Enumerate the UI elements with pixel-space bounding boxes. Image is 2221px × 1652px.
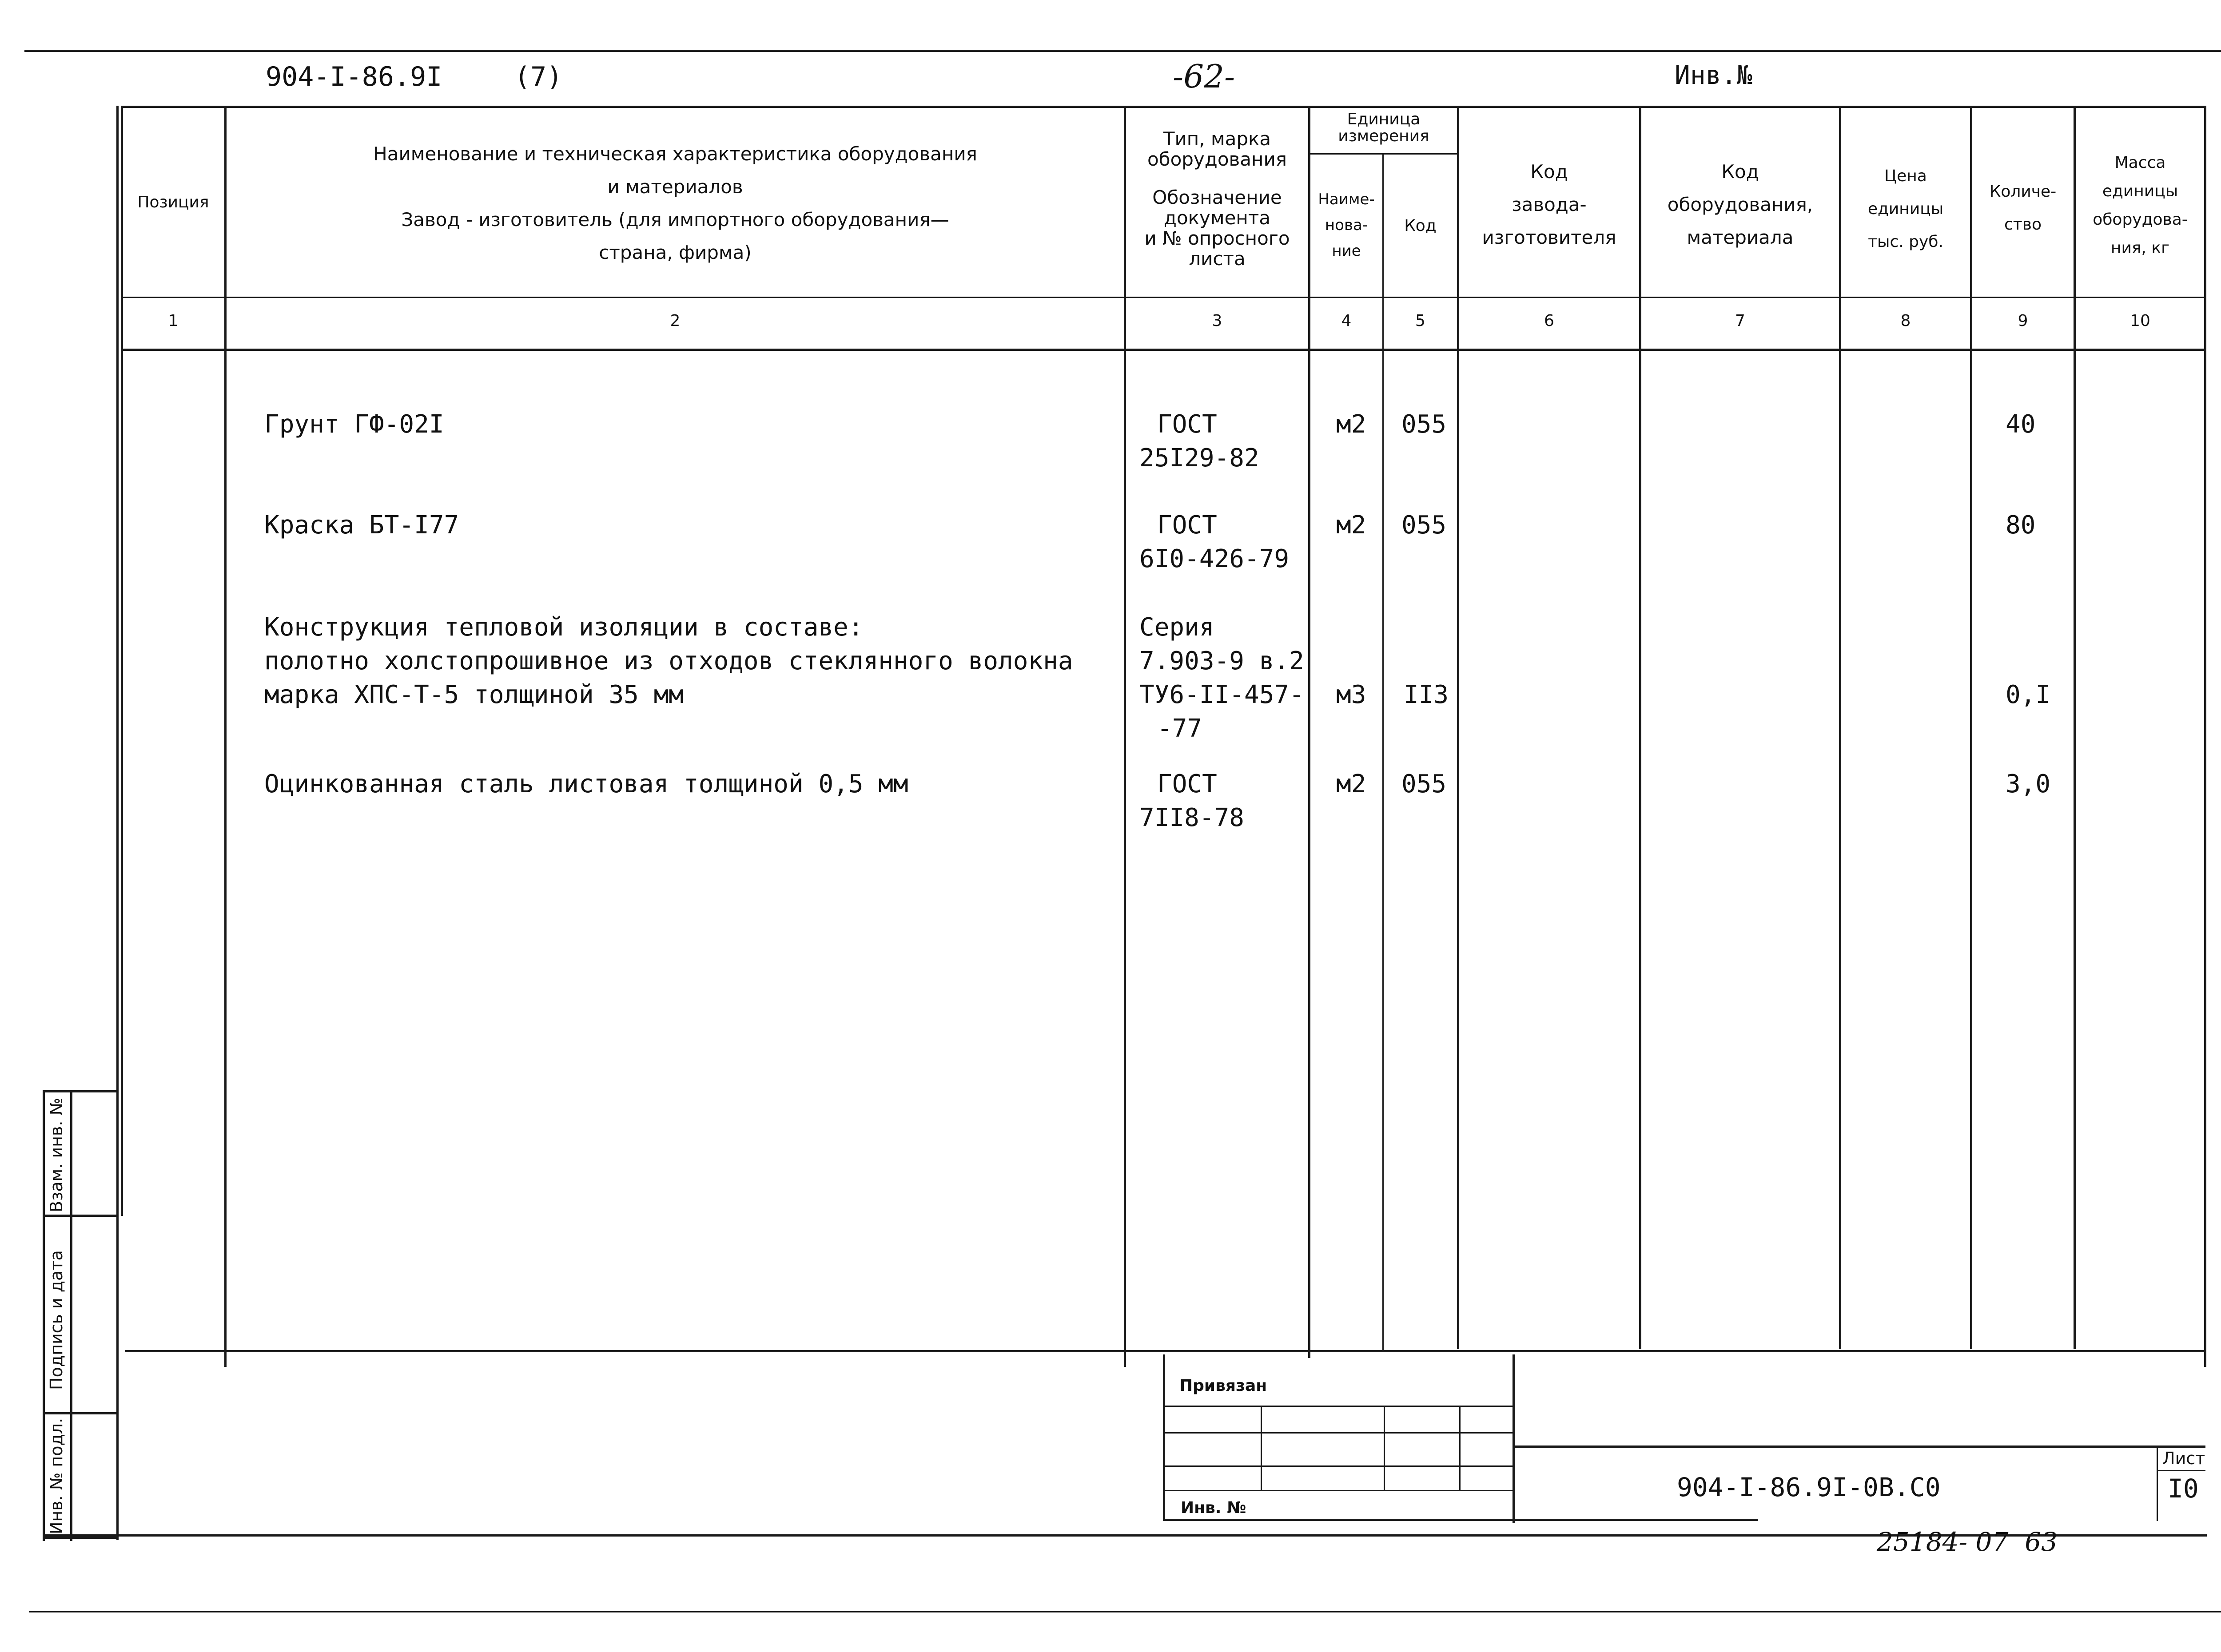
stamp-col-2	[1384, 1406, 1385, 1490]
header-mass-line-3: оборудова-	[2093, 210, 2188, 229]
row-4-type	[1139, 767, 1244, 835]
sheet-label: Лист	[2162, 1449, 2205, 1468]
row-3-name-line-3: марка ХПС-Т-5 толщиной 35 мм	[264, 680, 684, 709]
row-2-unit: м2	[1336, 511, 1366, 540]
row-2-type-line-2: 6I0-426-79	[1139, 544, 1290, 573]
table-bottom-line	[125, 1350, 2206, 1352]
designation-top-line	[1513, 1446, 2205, 1448]
row-3-type-line-4: -77	[1157, 714, 1202, 743]
col-number-6: 6	[1544, 312, 1554, 330]
header-name-line-2: и материалов	[607, 176, 743, 198]
row-1-code: 055	[1401, 410, 1447, 439]
col-sep-5	[1457, 106, 1459, 1349]
row-1-name: Грунт ГФ-02I	[264, 410, 444, 439]
document-part: (7)	[514, 61, 563, 92]
row-3-type-line-2: 7.903-9 в.2	[1139, 647, 1304, 675]
header-name-line-4: страна, фирма)	[599, 242, 752, 263]
sheet-box-mid	[2157, 1470, 2205, 1471]
row-4-qty: 3,0	[2006, 770, 2051, 798]
row-2-type	[1139, 508, 1289, 576]
outer-left-border	[43, 1090, 45, 1541]
inv-label: Инв.№	[1675, 60, 1752, 90]
stamp-inv-label: Инв. №	[1181, 1499, 1246, 1517]
stamp-bottom-line	[1163, 1519, 1758, 1521]
numbers-bottom-line	[121, 349, 2206, 351]
col-sep-7	[1839, 106, 1841, 1349]
stamp-right-border	[1513, 1354, 1515, 1523]
header-equipment-code-line-1: Код	[1721, 161, 1759, 183]
header-type-line-3: Обозначение	[1152, 187, 1282, 208]
header-type-line-6: листа	[1189, 248, 1246, 270]
table-right-border	[2204, 106, 2206, 1367]
header-factory-code-line-3: изготовителя	[1482, 226, 1616, 248]
header-price-line-1: Цена	[1884, 167, 1927, 185]
col-number-10: 10	[2130, 312, 2150, 330]
unit-subheader-line	[1308, 153, 1457, 155]
header-quantity	[1972, 175, 2074, 241]
header-factory-code-line-1: Код	[1530, 161, 1568, 183]
row-3-type-line-3: ТУ6-II-457-	[1139, 680, 1304, 709]
header-unit-code: Код	[1404, 217, 1437, 235]
row-4-unit: м2	[1336, 770, 1366, 798]
row-3-unit: м3	[1336, 680, 1366, 709]
header-unit-line-2: измерения	[1338, 127, 1429, 145]
col-number-3: 3	[1212, 312, 1222, 330]
row-2-name: Краска БТ-I77	[264, 511, 459, 540]
header-unit-name-line-2: нова-	[1325, 216, 1368, 234]
header-unit-line-1: Единица	[1347, 110, 1421, 128]
header-factory-code	[1459, 155, 1639, 254]
header-bottom-line	[121, 297, 2206, 298]
col-number-8: 8	[1900, 312, 1911, 330]
col-sep-9	[2074, 106, 2076, 1349]
privyazan-label: Привязан	[1179, 1377, 1267, 1395]
table-left-border	[121, 106, 123, 1216]
side-bottom-line	[43, 1537, 116, 1539]
row-3-qty: 0,I	[2006, 680, 2051, 709]
archive-number: 25184- 07 63	[1877, 1527, 2058, 1557]
header-name	[227, 138, 1124, 269]
header-type	[1126, 129, 1308, 269]
side-label-vzam: Взам. инв. №	[47, 1097, 66, 1212]
page-bottom-rule	[29, 1611, 2221, 1612]
header-unit-name-line-3: ние	[1332, 242, 1361, 260]
document-code: 904-I-86.9I	[266, 61, 442, 92]
col-sep-8	[1970, 106, 1972, 1349]
col-sep-4	[1382, 153, 1384, 1352]
header-unit-name-line-1: Наиме-	[1318, 191, 1375, 208]
row-2-type-line-1: ГОСТ	[1157, 511, 1217, 540]
row-4-type-line-2: 7II8-78	[1139, 803, 1245, 832]
header-equipment-code	[1641, 155, 1839, 254]
sheet-number: I0	[2168, 1473, 2199, 1504]
header-equipment-code-line-2: оборудования,	[1667, 194, 1813, 215]
side-top-line	[43, 1090, 116, 1092]
row-4-code: 055	[1401, 770, 1447, 798]
row-3-name-line-1: Конструкция тепловой изоляции в составе:	[264, 613, 864, 642]
col-number-9: 9	[2018, 312, 2028, 330]
header-type-line-1: Тип, марка	[1163, 128, 1271, 150]
side-column-divider	[70, 1090, 72, 1541]
side-label-podpis: Подпись и дата	[47, 1250, 66, 1390]
header-mass-line-1: Масса	[2114, 154, 2166, 172]
row-2-code: 055	[1401, 511, 1447, 540]
row-1-type-line-2: 25I29-82	[1139, 444, 1259, 473]
header-price-line-3: тыс. руб.	[1868, 233, 1943, 251]
header-factory-code-line-2: завода-	[1512, 194, 1587, 215]
header-mass	[2076, 149, 2205, 262]
row-1-type-line-1: ГОСТ	[1157, 410, 1217, 439]
header-equipment-code-line-3: материала	[1687, 226, 1794, 248]
header-mass-line-4: ния, кг	[2110, 239, 2170, 257]
header-type-line-5: и № опросного	[1144, 227, 1290, 249]
header-top-line	[121, 106, 2206, 108]
page-number: -62-	[1173, 58, 1235, 95]
col-sep-2	[1124, 106, 1126, 1367]
row-3-name-line-2: полотно холстопрошивное из отходов стеклянного волокна	[264, 647, 1073, 675]
stamp-line-4	[1163, 1490, 1513, 1491]
header-quantity-line-1: Количе-	[1989, 183, 2057, 201]
col-number-4: 4	[1341, 312, 1352, 330]
header-unit-name	[1310, 187, 1382, 264]
row-3-name	[264, 611, 1073, 712]
col-number-7: 7	[1735, 312, 1745, 330]
col-number-2: 2	[670, 312, 681, 330]
row-3-type-line-1: Серия	[1139, 613, 1214, 642]
header-name-line-3: Завод - изготовитель (для импортного оборудования—	[401, 209, 949, 230]
col-number-5: 5	[1415, 312, 1425, 330]
header-quantity-line-2: ство	[2004, 215, 2042, 234]
side-line-3	[43, 1412, 116, 1414]
row-2-qty: 80	[2006, 511, 2036, 540]
header-unit	[1310, 111, 1457, 145]
header-type-line-4: документа	[1163, 207, 1271, 229]
stamp-left-border	[1163, 1354, 1165, 1519]
stamp-col-1	[1261, 1406, 1262, 1490]
outer-left-frame	[116, 106, 119, 1540]
stamp-col-3	[1459, 1406, 1461, 1490]
row-3-code: II3	[1404, 680, 1449, 709]
side-label-inv-podl: Инв. № подл.	[47, 1418, 66, 1534]
col-sep-3	[1308, 106, 1310, 1358]
header-name-line-1: Наименование и техническая характеристика оборудования	[373, 143, 977, 165]
header-price	[1841, 160, 1970, 258]
row-4-name: Оцинкованная сталь листовая толщиной 0,5 мм	[264, 770, 908, 798]
header-price-line-2: единицы	[1867, 200, 1944, 218]
col-number-1: 1	[168, 312, 179, 330]
header-position: Позиция	[137, 193, 209, 211]
header-type-line-2: оборудования	[1147, 148, 1287, 170]
col-sep-1	[224, 106, 227, 1367]
row-3-type	[1139, 611, 1304, 746]
top-border-line	[24, 50, 2221, 52]
row-1-qty: 40	[2006, 410, 2036, 439]
header-mass-line-2: единицы	[2102, 182, 2178, 200]
row-1-unit: м2	[1336, 410, 1366, 439]
row-4-type-line-1: ГОСТ	[1157, 770, 1217, 798]
col-sep-6	[1639, 106, 1641, 1349]
row-1-type	[1139, 408, 1259, 475]
document-designation: 904-I-86.9I-0В.С0	[1677, 1472, 1941, 1502]
sheet-box-left	[2157, 1446, 2158, 1521]
side-line-2	[43, 1215, 116, 1217]
